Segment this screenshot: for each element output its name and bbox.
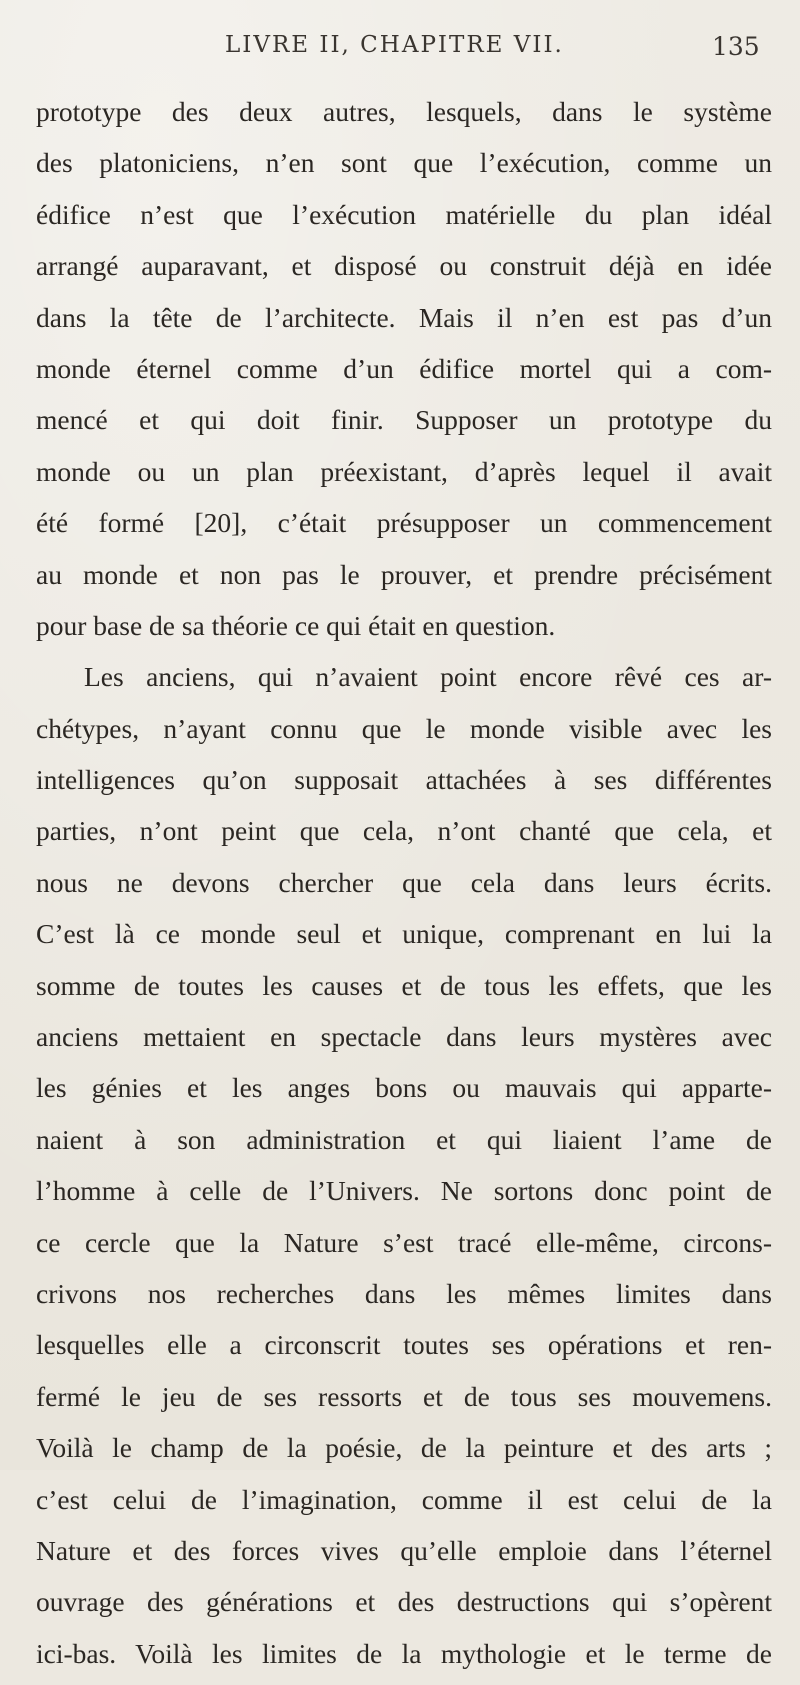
text-line: prototype des deux autres, lesquels, dans le système bbox=[36, 96, 772, 127]
text-line: nous ne devons chercher que cela dans leurs écrits. bbox=[36, 866, 772, 898]
text-line: ce cercle que la Nature s’est tracé elle-même, circons- bbox=[36, 1226, 772, 1258]
text-line: pour base de sa théorie ce qui était en question. bbox=[36, 609, 556, 641]
text-line: naient à son administration et qui liaient l’ame de bbox=[36, 1123, 772, 1155]
text-line: Les anciens, qui n’avaient point encore rêvé ces ar- bbox=[84, 661, 772, 693]
text-line: ici-bas. Voilà les limites de la mythologie et le terme de bbox=[36, 1637, 772, 1669]
text-line: monde éternel comme d’un édifice mortel qui a com- bbox=[36, 352, 772, 384]
text-line: mencé et qui doit finir. Supposer un prototype du bbox=[36, 404, 772, 436]
text-line: C’est là ce monde seul et unique, comprenant en lui la bbox=[36, 918, 772, 950]
text-line: été formé [20], c’était présupposer un commencement bbox=[36, 507, 772, 539]
text-line: chétypes, n’ayant connu que le monde visible avec les bbox=[36, 712, 772, 744]
text-line: parties, n’ont peint que cela, n’ont chanté que cela, et bbox=[36, 815, 772, 847]
text-line: fermé le jeu de ses ressorts et de tous ses mouvemens. bbox=[36, 1380, 772, 1412]
text-line: Voilà le champ de la poésie, de la peinture et des arts ; bbox=[36, 1432, 772, 1464]
text-line: arrangé auparavant, et disposé ou construit déjà en idée bbox=[36, 250, 772, 282]
running-head: LIVRE II, CHAPITRE VII. bbox=[225, 32, 564, 58]
text-line: des platoniciens, n’en sont que l’exécution, comme un bbox=[36, 147, 772, 179]
page-header bbox=[0, 28, 800, 68]
text-line: anciens mettaient en spectacle dans leurs mystères avec bbox=[36, 1021, 772, 1053]
text-line: édifice n’est que l’exécution matérielle du plan idéal bbox=[36, 198, 772, 230]
text-line: ouvrage des générations et des destructions qui s’opèrent bbox=[36, 1586, 772, 1618]
text-line: crivons nos recherches dans les mêmes limites dans bbox=[36, 1277, 772, 1309]
body-text bbox=[36, 92, 772, 1685]
page-number: 135 bbox=[712, 32, 760, 61]
text-line: l’homme à celle de l’Univers. Ne sortons donc point de bbox=[36, 1175, 772, 1207]
text-line: monde ou un plan préexistant, d’après lequel il avait bbox=[36, 455, 772, 487]
text-line: intelligences qu’on supposait attachées à ses différentes bbox=[36, 764, 772, 796]
text-line: dans la tête de l’architecte. Mais il n’en est pas d’un bbox=[36, 301, 772, 333]
text-line: lesquelles elle a circonscrit toutes ses opérations et ren- bbox=[36, 1329, 772, 1361]
text-line: les génies et les anges bons ou mauvais qui apparte- bbox=[36, 1072, 772, 1104]
text-line: Nature et des forces vives qu’elle emploie dans l’éternel bbox=[36, 1534, 772, 1566]
text-line: somme de toutes les causes et de tous les effets, que les bbox=[36, 969, 772, 1001]
text-line: c’est celui de l’imagination, comme il est celui de la bbox=[36, 1483, 772, 1515]
text-line: au monde et non pas le prouver, et prendre précisément bbox=[36, 558, 772, 590]
